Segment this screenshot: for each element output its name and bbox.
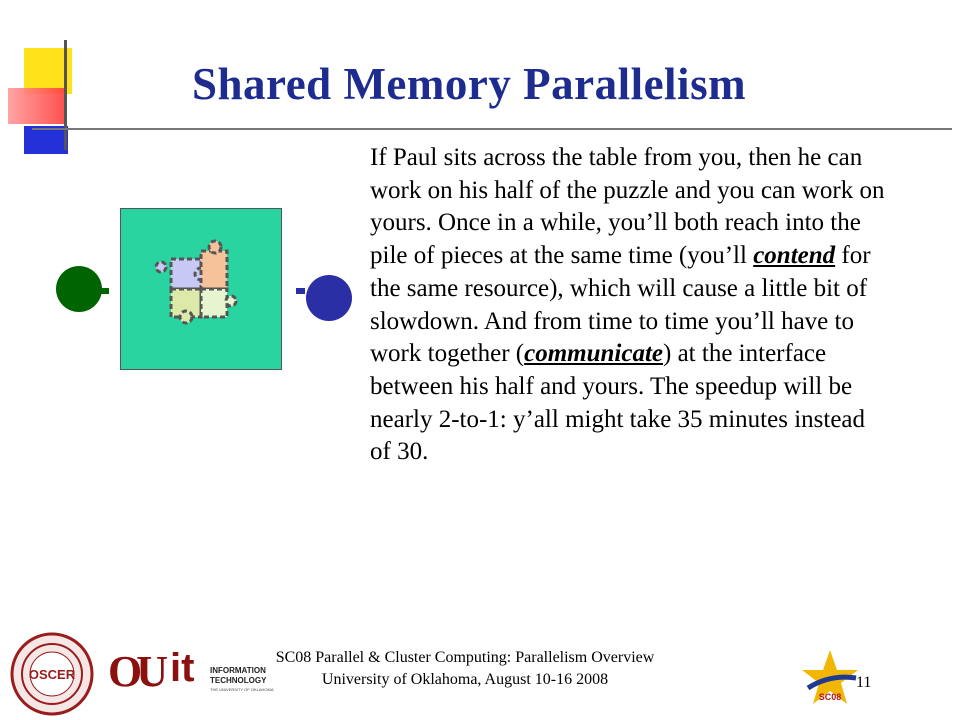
oscer-seal-text: OSCER [28, 667, 76, 682]
body-text-part-2: for the same resource), which will cause a little bit of slowdown. And from time to time you’ll have to work together ( [370, 242, 871, 368]
term-contend: contend [753, 242, 836, 270]
slide-title: Shared Memory Parallelism [192, 59, 747, 109]
it-logo-mark: it [170, 646, 195, 690]
decor-horizontal-line [32, 128, 952, 130]
slide-number: 11 [856, 674, 872, 691]
person-right-arm [296, 288, 305, 294]
it-logo-text-2: TECHNOLOGY [210, 676, 267, 685]
oscer-seal-logo [10, 632, 94, 716]
person-right-figure [306, 275, 352, 321]
slide-footer [240, 647, 690, 691]
body-paragraph [370, 142, 890, 469]
it-logo-subtext: THE UNIVERSITY OF OKLAHOMA [210, 687, 274, 692]
body-text-part-1: If Paul sits across the table from you, then he can work on his half of the puzzle and you can work on yours. Once in a while, you’ll both reach into the pile of pieces at the same time (you’ll [370, 144, 885, 270]
ou-logo-text: OU [108, 647, 162, 696]
term-communicate: communicate [524, 340, 664, 368]
decor-red-block [8, 88, 66, 124]
footer-line-2: University of Oklahoma, August 10-16 2008 [321, 671, 609, 688]
sc08-star-logo [800, 648, 860, 708]
puzzle-pieces-icon [121, 209, 281, 369]
decor-blue-block [24, 126, 68, 154]
shared-puzzle-table [120, 208, 282, 370]
body-text-part-3: ) at the interface between his half and yours. The speedup will be nearly 2-to-1: y’all might take 35 minutes instead of 30. [370, 340, 866, 466]
ou-logo [108, 640, 166, 704]
person-left-figure [56, 266, 102, 312]
sc08-logo-text: SC08 [818, 692, 842, 702]
decor-vertical-line [64, 40, 67, 150]
it-logo-text-1: INFORMATION [210, 666, 266, 675]
footer-line-1: SC08 Parallel & Cluster Computing: Parallelism Overview [275, 649, 655, 666]
person-left-arm [100, 288, 109, 294]
